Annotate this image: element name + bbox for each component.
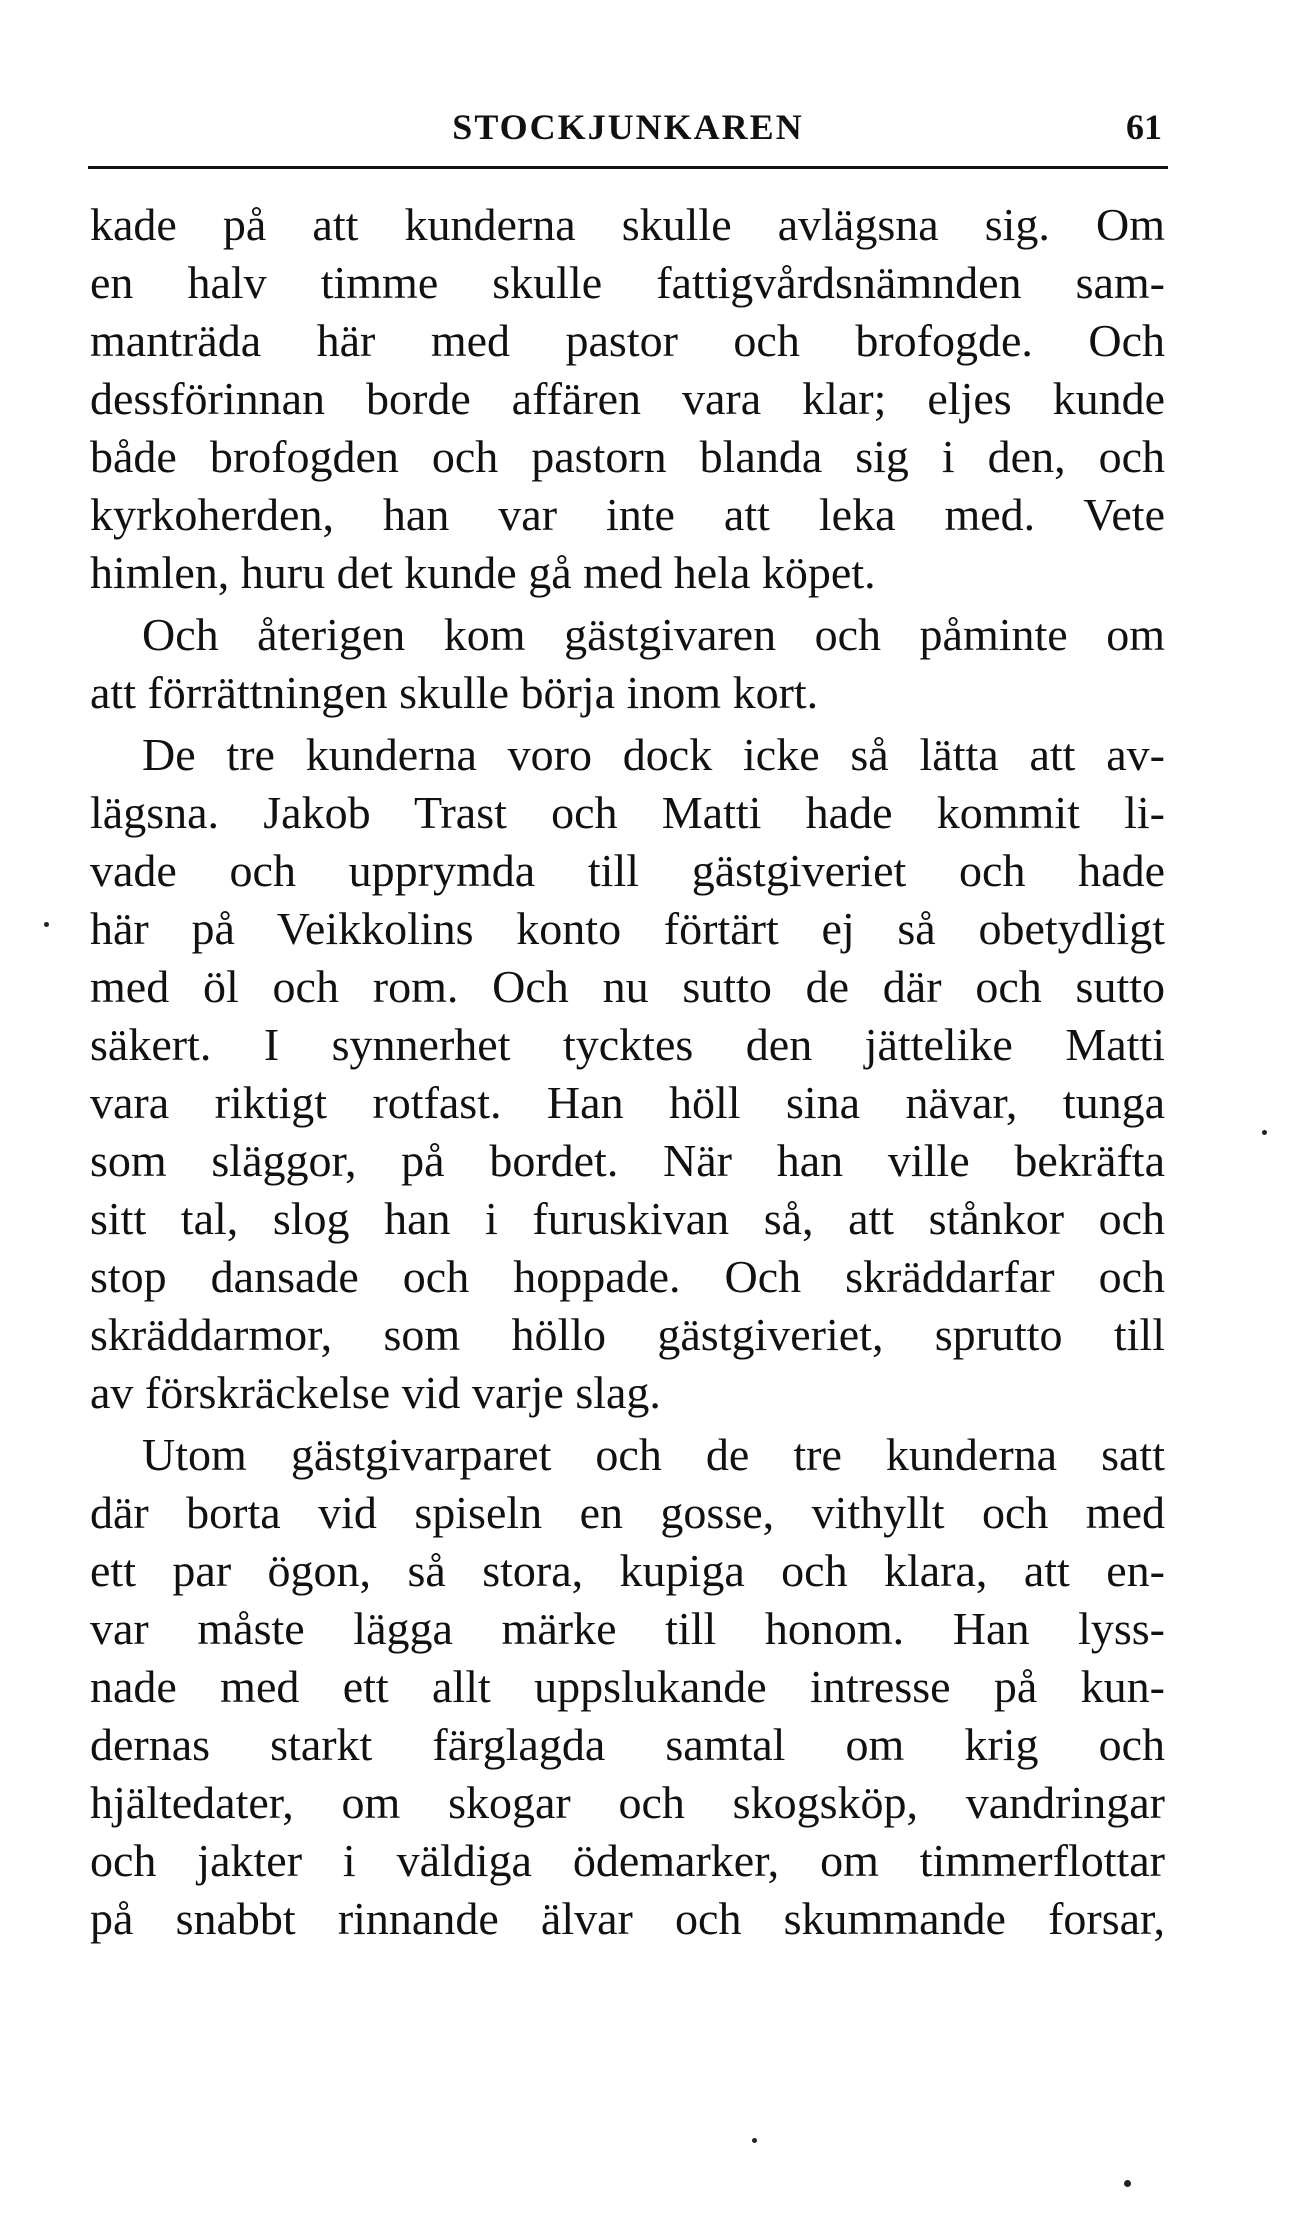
text-line: av förskräckelse vid varje slag. [90,1367,661,1418]
text-line: vade och upprymda till gästgiveriet och hade [90,845,1165,896]
text-line: ett par ögon, så stora, kupiga och klara, att en- [90,1545,1165,1596]
text-line: hjältedater, om skogar och skogsköp, vandringar [90,1777,1165,1828]
text-line: som släggor, på bordet. När han ville bekräfta [90,1135,1165,1186]
running-title: STOCKJUNKAREN [452,107,804,147]
text-line: säkert. I synnerhet tycktes den jättelike Matti [90,1019,1165,1070]
text-line: stop dansade och hoppade. Och skräddarfar och [90,1251,1165,1302]
text-line: vara riktigt rotfast. Han höll sina nävar, tunga [90,1077,1165,1128]
text-line: sitt tal, slog han i furuskivan så, att stånkor och [90,1193,1165,1244]
text-line: manträda här med pastor och brofogde. Och [90,315,1165,366]
paragraph [90,606,1165,722]
print-speck [1124,2180,1131,2187]
text-line: och jakter i väldiga ödemarker, om timmerflottar [90,1835,1165,1886]
running-header [88,100,1168,169]
text-line: att förrättningen skulle börja inom kort. [90,667,819,718]
print-speck [752,2138,757,2143]
text-line: här på Veikkolins konto förtärt ej så obetydligt [90,903,1165,954]
text-line: var måste lägga märke till honom. Han lyss- [90,1603,1165,1654]
text-line: skräddarmor, som höllo gästgiveriet, sprutto till [90,1309,1165,1360]
paragraph [90,196,1165,602]
text-line: De tre kunderna voro dock icke så lätta att av- [142,729,1165,780]
text-line: dernas starkt färglagda samtal om krig och [90,1719,1165,1770]
print-speck [44,922,49,927]
paragraph [90,726,1165,1422]
text-line: Utom gästgivarparet och de tre kunderna satt [142,1429,1165,1480]
body-text [90,196,1165,1948]
text-line: kyrkoherden, han var inte att leka med. Vete [90,489,1165,540]
text-line: lägsna. Jakob Trast och Matti hade kommit li- [90,787,1165,838]
text-line: himlen, huru det kunde gå med hela köpet. [90,547,876,598]
page-number: 61 [1126,107,1162,147]
text-line: där borta vid spiseln en gosse, vithyllt och med [90,1487,1165,1538]
text-line: med öl och rom. Och nu sutto de där och sutto [90,961,1165,1012]
text-line: en halv timme skulle fattigvårdsnämnden sam- [90,257,1165,308]
text-line: både brofogden och pastorn blanda sig i den, och [90,431,1165,482]
print-speck [1262,1130,1267,1135]
text-line: kade på att kunderna skulle avlägsna sig. Om [90,199,1165,250]
text-line: på snabbt rinnande älvar och skummande forsar, [90,1893,1165,1944]
text-line: nade med ett allt uppslukande intresse på kun- [90,1661,1165,1712]
text-line: dessförinnan borde affären vara klar; eljes kunde [90,373,1165,424]
paragraph [90,1426,1165,1948]
text-line: Och återigen kom gästgivaren och påminte om [142,609,1165,660]
